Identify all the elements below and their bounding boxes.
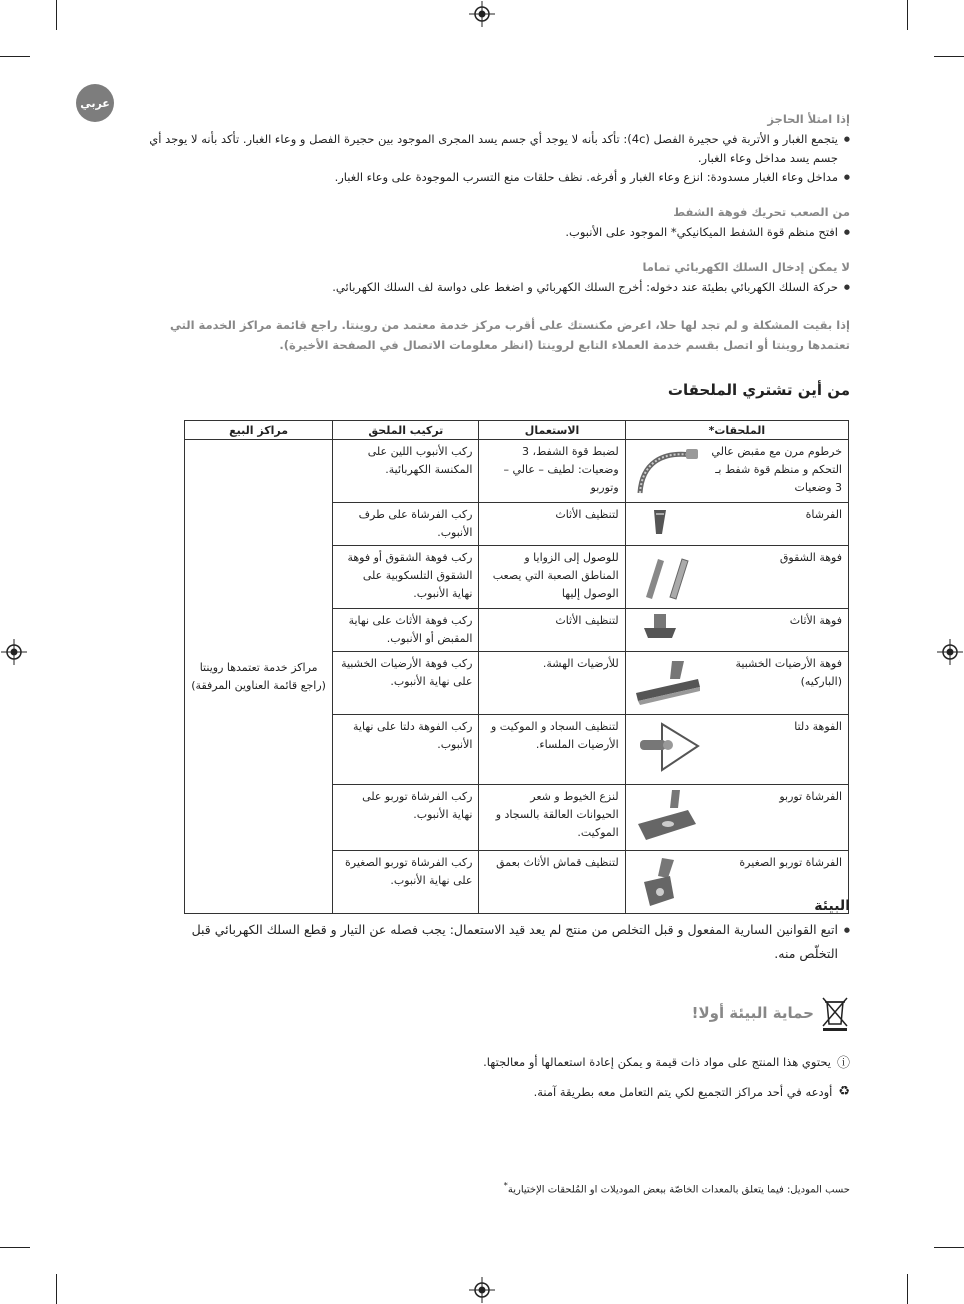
- accessory-cell: [625, 652, 848, 715]
- registration-mark-icon: [469, 1, 495, 27]
- crop-mark: [56, 1274, 57, 1304]
- table-header-row: [185, 421, 849, 440]
- use-cell: لتنظيف السجاد و الموكيت و الأرضيات الملساء.: [479, 715, 625, 785]
- section-title: لا يمكن إدخال السلك الكهربائي تماما: [642, 260, 850, 274]
- accessory-name: خرطوم مرن مع مقبض عالي التحكم و منظم قوة شفط بـ 3 وضعيات: [711, 445, 842, 494]
- use-cell: لضبط قوة الشفط، 3 وضعيات: لطيف – عالي – وتوربو: [479, 440, 625, 503]
- accessory-name: الفرشاة توربو الصغيرة: [739, 856, 842, 869]
- accessories-table: [184, 420, 849, 914]
- turbo-brush-icon: [632, 788, 702, 844]
- use-cell: للوصول إلى الزوايا و المناطق الصعبة التي يصعب الوصول إليها: [479, 546, 625, 609]
- registration-mark-icon: [469, 1277, 495, 1303]
- recycle-icon: ♻: [838, 1084, 850, 1099]
- crop-mark: [0, 1247, 30, 1248]
- crop-mark: [56, 0, 57, 30]
- crop-mark: [0, 56, 30, 57]
- column-header: الاستعمال: [479, 421, 625, 440]
- section-title: من الصعب تحريك فوهة الشفط: [673, 205, 850, 219]
- list-item: ● مداخل وعاء الغبار مسدودة: انزع وعاء الغبار و أفرغه. نظف حلقات منع التسرب الموجودة على وعاء الغبار.: [130, 168, 850, 187]
- bullet-list: [130, 130, 850, 187]
- crop-mark: [907, 0, 908, 30]
- crop-mark: [907, 1274, 908, 1304]
- section-nozzle: [130, 205, 850, 242]
- info-line: [534, 1084, 850, 1099]
- use-cell: لتنظيف الأثاث: [479, 609, 625, 652]
- protect-environment-header: [692, 994, 850, 1032]
- footnote-text: حسب الموديل: فيما يتعلق بالمعدات الخاصّة ببعض الموديلات او المُلحقات الإختيارية: [507, 1184, 850, 1196]
- column-header: الملحقات*: [625, 421, 848, 440]
- use-cell: للأرضيات الهشة.: [479, 652, 625, 715]
- section-cord: [130, 260, 850, 297]
- column-header: مراكز البيع: [185, 421, 333, 440]
- accessory-cell: [625, 440, 848, 503]
- hose-icon: [632, 443, 702, 499]
- accessory-cell: [625, 609, 848, 652]
- accessory-name: فوهة الأثاث: [789, 614, 842, 627]
- list-item: ● يتجمع الغبار و الأتربة في حجيرة الفصل (4c): تأكد بأنه لا يوجد أي جسم يسد المجرى الموجود بين حجيرة الفصل و وعاء الغبار. تأكد بأنه لا يوجد أي جسم يسد مداخل وعاء الغبار.: [130, 130, 850, 168]
- parquet-nozzle-icon: [632, 655, 702, 711]
- crevice-nozzle-icon: [632, 549, 702, 605]
- delta-nozzle-icon: [632, 718, 702, 774]
- fitting-cell: ركب الأنبوب اللين على المكنسة الكهربائية.: [333, 440, 479, 503]
- info-text: يحتوي هذا المنتج على مواد ذات قيمة و يمكن إعادة استعمالها أو معالجتها.: [483, 1054, 831, 1069]
- bullet-list: [130, 223, 850, 242]
- accessory-name: الفرشاة: [805, 508, 842, 521]
- use-cell: لتنظيف قماش الأثاث بعمق: [479, 851, 625, 914]
- store-cell: مراكز خدمة تعتمدها روينتا (راجع قائمة العناوين المرفقة): [185, 440, 333, 914]
- fitting-cell: ركب فوهة الأثاث على نهاية المقبض أو الأنبوب.: [333, 609, 479, 652]
- service-warning: إذا بقيت المشكلة و لم تجد لها حلا، اعرض مكنستك على أقرب مركز خدمة معتمد من روينتا. راجع قائمة مراكز الخدمة التي تعتمدها روينتا أو اتصل بقسم خدمة العملاء التابع لروينتا (انظر معلومات الاتصال في الصفحة الأخيرة).: [169, 318, 850, 352]
- fitting-cell: ركب الفوهة دلتا على نهاية الأنبوب.: [333, 715, 479, 785]
- section-dust-container: [130, 112, 850, 187]
- registration-mark-icon: [937, 639, 963, 665]
- fitting-cell: ركب الفرشاة توربو على نهاية الأنبوب.: [333, 785, 479, 851]
- accessory-cell: [625, 715, 848, 785]
- fitting-cell: ركب الفرشاة على طرف الأنبوب.: [333, 503, 479, 546]
- troubleshooting-content: [130, 112, 850, 421]
- bullet-list: [130, 278, 850, 297]
- environment-section: [170, 898, 850, 966]
- crop-mark: [934, 1247, 964, 1248]
- list-item: ● افتح منظم قوة الشفط الميكانيكي* الموجود على الأنبوب.: [130, 223, 850, 242]
- accessory-name: الفوهة دلتا: [794, 720, 842, 733]
- info-icon: ⓘ: [836, 1056, 850, 1071]
- registration-mark-icon: [1, 639, 27, 665]
- footnote-asterisk: *: [503, 1180, 508, 1190]
- accessory-name: فوهة الأرضيات الخشبية (الباركيه): [735, 657, 842, 688]
- accessory-name: الفرشاة توربو: [779, 790, 842, 803]
- upholstery-nozzle-icon: [632, 612, 702, 644]
- protect-title: حماية البيئة أولا!: [691, 1004, 814, 1022]
- list-item: ● اتبع القوانين السارية المفعول و قبل التخلص من منتج لم يعد قيد الاستعمال: يجب فصله عن التيار و قطع السلك الكهربائي قبل التخلّص منه.: [170, 918, 850, 966]
- crop-mark: [934, 56, 964, 57]
- footnote: [504, 1180, 850, 1195]
- fitting-cell: ركب فوهة الشقوق أو فوهة الشقوق التلسكوبية على نهاية الأنبوب.: [333, 546, 479, 609]
- section-title: إذا امتلأ الحاجز: [767, 112, 850, 126]
- language-badge: عربي: [76, 84, 114, 122]
- accessory-cell: [625, 546, 848, 609]
- accessories-heading: من أين تشتري الملحقات: [667, 381, 850, 399]
- use-cell: لنزع الخيوط و شعر الحيوانات العالقة بالسجاد و الموكيت.: [479, 785, 625, 851]
- column-header: تركيب الملحق: [333, 421, 479, 440]
- brush-icon: [632, 506, 702, 538]
- accessory-name: فوهة الشقوق: [779, 551, 842, 564]
- info-text: أودعه في أحد مراكز التجميع لكي يتم التعامل معه بطريقة آمنة.: [533, 1084, 833, 1099]
- table-row: [185, 440, 849, 503]
- use-cell: لتنظيف الأثاث: [479, 503, 625, 546]
- crossed-bin-icon: [820, 994, 850, 1032]
- fitting-cell: ركب الفرشاة توربو الصغيرة على نهاية الأنبوب.: [333, 851, 479, 914]
- accessory-cell: [625, 503, 848, 546]
- info-line: [483, 1052, 850, 1071]
- fitting-cell: ركب فوهة الأرضيات الخشبية على نهاية الأنبوب.: [333, 652, 479, 715]
- accessory-cell: [625, 785, 848, 851]
- list-item: ● حركة السلك الكهربائي بطيئة عند دخوله: أخرج السلك الكهربائي و اضغط على دواسة لف السلك الكهربائي.: [130, 278, 850, 297]
- environment-title: البيئة: [814, 898, 850, 914]
